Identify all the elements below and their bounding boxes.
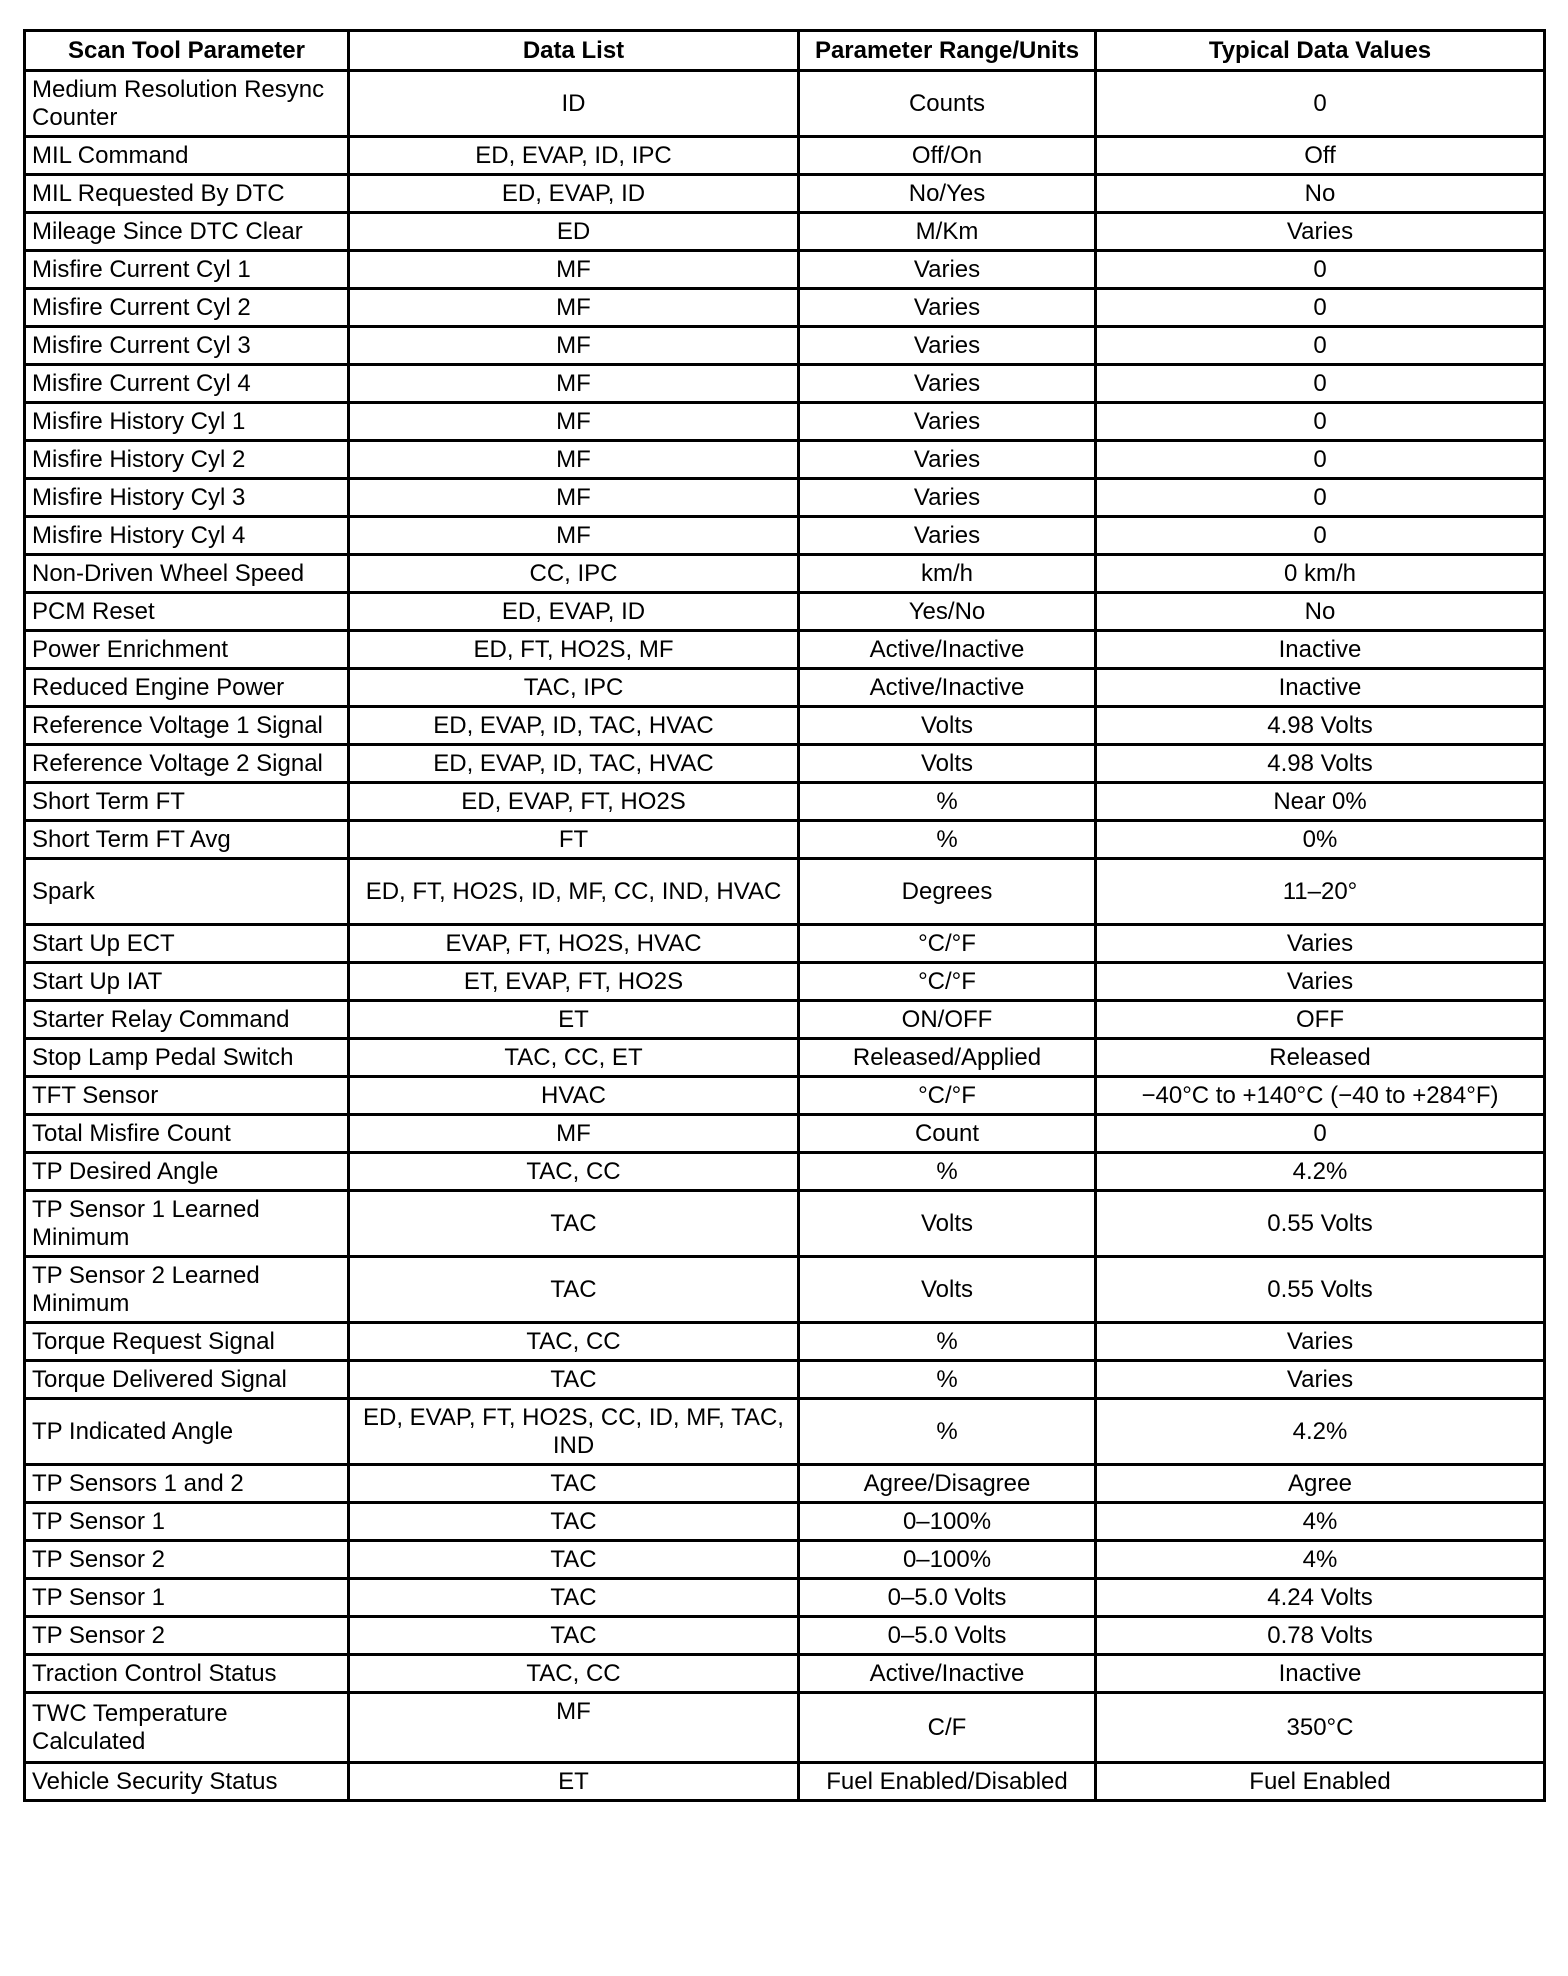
- cell-scan-tool-parameter: Misfire Current Cyl 1: [25, 251, 349, 289]
- cell-data-list: TAC: [349, 1541, 799, 1579]
- cell-data-list: ED, EVAP, FT, HO2S: [349, 783, 799, 821]
- cell-data-list: MF: [349, 365, 799, 403]
- cell-data-list: FT: [349, 821, 799, 859]
- table-row: [25, 707, 1545, 745]
- table-row: [25, 213, 1545, 251]
- cell-data-list: ED, FT, HO2S, ID, MF, CC, IND, HVAC: [349, 859, 799, 925]
- cell-data-list: CC, IPC: [349, 555, 799, 593]
- cell-typical-value: Varies: [1096, 963, 1545, 1001]
- cell-scan-tool-parameter: Medium Resolution Resync Counter: [25, 71, 349, 137]
- table-row: [25, 783, 1545, 821]
- cell-typical-value: 4.2%: [1096, 1399, 1545, 1465]
- cell-parameter-range: M/Km: [799, 213, 1096, 251]
- table-row: [25, 821, 1545, 859]
- cell-parameter-range: %: [799, 1399, 1096, 1465]
- table-row: [25, 859, 1545, 925]
- cell-typical-value: OFF: [1096, 1001, 1545, 1039]
- table-row: [25, 289, 1545, 327]
- cell-typical-value: 0: [1096, 403, 1545, 441]
- table-row: [25, 327, 1545, 365]
- cell-parameter-range: %: [799, 1361, 1096, 1399]
- table-row: [25, 1655, 1545, 1693]
- cell-data-list: EVAP, FT, HO2S, HVAC: [349, 925, 799, 963]
- cell-typical-value: No: [1096, 593, 1545, 631]
- cell-typical-value: No: [1096, 175, 1545, 213]
- cell-parameter-range: Varies: [799, 289, 1096, 327]
- table-body: [25, 71, 1545, 1801]
- cell-typical-value: 4.98 Volts: [1096, 707, 1545, 745]
- cell-data-list: TAC: [349, 1579, 799, 1617]
- cell-data-list: ED, EVAP, ID, TAC, HVAC: [349, 745, 799, 783]
- table-row: [25, 175, 1545, 213]
- cell-data-list: ED: [349, 213, 799, 251]
- cell-scan-tool-parameter: Misfire Current Cyl 2: [25, 289, 349, 327]
- cell-typical-value: 0: [1096, 327, 1545, 365]
- cell-parameter-range: 0–100%: [799, 1541, 1096, 1579]
- cell-typical-value: Inactive: [1096, 1655, 1545, 1693]
- cell-typical-value: Fuel Enabled: [1096, 1763, 1545, 1801]
- cell-parameter-range: °C/°F: [799, 963, 1096, 1001]
- cell-parameter-range: Released/Applied: [799, 1039, 1096, 1077]
- cell-scan-tool-parameter: TP Sensor 2: [25, 1541, 349, 1579]
- cell-parameter-range: Agree/Disagree: [799, 1465, 1096, 1503]
- cell-data-list: TAC, CC: [349, 1323, 799, 1361]
- cell-scan-tool-parameter: Start Up ECT: [25, 925, 349, 963]
- cell-scan-tool-parameter: PCM Reset: [25, 593, 349, 631]
- cell-scan-tool-parameter: TP Sensors 1 and 2: [25, 1465, 349, 1503]
- cell-parameter-range: Degrees: [799, 859, 1096, 925]
- table-row: [25, 1465, 1545, 1503]
- cell-scan-tool-parameter: Reference Voltage 2 Signal: [25, 745, 349, 783]
- cell-scan-tool-parameter: Start Up IAT: [25, 963, 349, 1001]
- cell-typical-value: 0 km/h: [1096, 555, 1545, 593]
- cell-parameter-range: ON/OFF: [799, 1001, 1096, 1039]
- cell-parameter-range: Volts: [799, 745, 1096, 783]
- header-typical-data-values: Typical Data Values: [1096, 31, 1545, 71]
- cell-data-list: MF: [349, 251, 799, 289]
- cell-data-list: TAC: [349, 1617, 799, 1655]
- table-row: [25, 1763, 1545, 1801]
- cell-parameter-range: Count: [799, 1115, 1096, 1153]
- cell-parameter-range: Volts: [799, 1191, 1096, 1257]
- table-row: [25, 669, 1545, 707]
- cell-typical-value: Varies: [1096, 925, 1545, 963]
- cell-data-list: ID: [349, 71, 799, 137]
- cell-typical-value: 0: [1096, 251, 1545, 289]
- table-row: [25, 1617, 1545, 1655]
- cell-data-list: MF: [349, 441, 799, 479]
- header-scan-tool-parameter: Scan Tool Parameter: [25, 31, 349, 71]
- cell-scan-tool-parameter: TP Desired Angle: [25, 1153, 349, 1191]
- cell-scan-tool-parameter: TFT Sensor: [25, 1077, 349, 1115]
- cell-scan-tool-parameter: Short Term FT: [25, 783, 349, 821]
- cell-data-list: ET, EVAP, FT, HO2S: [349, 963, 799, 1001]
- cell-typical-value: Varies: [1096, 213, 1545, 251]
- cell-typical-value: Agree: [1096, 1465, 1545, 1503]
- table-row: [25, 925, 1545, 963]
- table-row: [25, 1503, 1545, 1541]
- cell-typical-value: Released: [1096, 1039, 1545, 1077]
- cell-typical-value: 0: [1096, 441, 1545, 479]
- cell-data-list: ED, EVAP, ID, IPC: [349, 137, 799, 175]
- cell-typical-value: 0: [1096, 289, 1545, 327]
- cell-scan-tool-parameter: Stop Lamp Pedal Switch: [25, 1039, 349, 1077]
- cell-data-list: MF: [349, 1115, 799, 1153]
- cell-typical-value: 4%: [1096, 1503, 1545, 1541]
- cell-data-list: TAC: [349, 1361, 799, 1399]
- cell-typical-value: Inactive: [1096, 631, 1545, 669]
- cell-data-list: ED, EVAP, ID, TAC, HVAC: [349, 707, 799, 745]
- header-row: [25, 31, 1545, 71]
- cell-typical-value: −40°C to +140°C (−40 to +284°F): [1096, 1077, 1545, 1115]
- table-row: [25, 1323, 1545, 1361]
- cell-scan-tool-parameter: TP Sensor 2: [25, 1617, 349, 1655]
- cell-parameter-range: Volts: [799, 707, 1096, 745]
- cell-typical-value: 0: [1096, 517, 1545, 555]
- data-table-container: [23, 29, 1543, 1802]
- cell-typical-value: Near 0%: [1096, 783, 1545, 821]
- header-parameter-range-units: Parameter Range/Units: [799, 31, 1096, 71]
- cell-parameter-range: Active/Inactive: [799, 669, 1096, 707]
- cell-parameter-range: Active/Inactive: [799, 631, 1096, 669]
- cell-parameter-range: 0–5.0 Volts: [799, 1617, 1096, 1655]
- cell-scan-tool-parameter: TP Sensor 1 Learned Minimum: [25, 1191, 349, 1257]
- cell-typical-value: 11–20°: [1096, 859, 1545, 925]
- cell-scan-tool-parameter: Misfire Current Cyl 4: [25, 365, 349, 403]
- table-row: [25, 479, 1545, 517]
- table-row: [25, 1153, 1545, 1191]
- table-row: [25, 963, 1545, 1001]
- cell-parameter-range: Off/On: [799, 137, 1096, 175]
- table-row: [25, 1001, 1545, 1039]
- cell-parameter-range: km/h: [799, 555, 1096, 593]
- cell-parameter-range: Counts: [799, 71, 1096, 137]
- cell-parameter-range: Volts: [799, 1257, 1096, 1323]
- cell-typical-value: Varies: [1096, 1361, 1545, 1399]
- cell-scan-tool-parameter: TP Sensor 1: [25, 1579, 349, 1617]
- cell-parameter-range: 0–5.0 Volts: [799, 1579, 1096, 1617]
- table-row: [25, 631, 1545, 669]
- table-row: [25, 1361, 1545, 1399]
- cell-scan-tool-parameter: MIL Requested By DTC: [25, 175, 349, 213]
- cell-scan-tool-parameter: Non-Driven Wheel Speed: [25, 555, 349, 593]
- table-row: [25, 593, 1545, 631]
- cell-typical-value: 4.24 Volts: [1096, 1579, 1545, 1617]
- cell-data-list: TAC, CC, ET: [349, 1039, 799, 1077]
- cell-data-list: ET: [349, 1763, 799, 1801]
- cell-typical-value: 0: [1096, 479, 1545, 517]
- cell-parameter-range: 0–100%: [799, 1503, 1096, 1541]
- cell-parameter-range: Varies: [799, 327, 1096, 365]
- cell-typical-value: 0: [1096, 1115, 1545, 1153]
- cell-scan-tool-parameter: Torque Delivered Signal: [25, 1361, 349, 1399]
- cell-parameter-range: Varies: [799, 403, 1096, 441]
- cell-scan-tool-parameter: Mileage Since DTC Clear: [25, 213, 349, 251]
- cell-scan-tool-parameter: Misfire History Cyl 1: [25, 403, 349, 441]
- table-row: [25, 1115, 1545, 1153]
- cell-parameter-range: °C/°F: [799, 1077, 1096, 1115]
- cell-typical-value: 0%: [1096, 821, 1545, 859]
- cell-typical-value: Varies: [1096, 1323, 1545, 1361]
- cell-parameter-range: Varies: [799, 517, 1096, 555]
- cell-scan-tool-parameter: Reference Voltage 1 Signal: [25, 707, 349, 745]
- cell-data-list: TAC: [349, 1465, 799, 1503]
- cell-parameter-range: Varies: [799, 251, 1096, 289]
- table-row: [25, 1077, 1545, 1115]
- cell-data-list: TAC, IPC: [349, 669, 799, 707]
- cell-parameter-range: °C/°F: [799, 925, 1096, 963]
- cell-scan-tool-parameter: Vehicle Security Status: [25, 1763, 349, 1801]
- cell-parameter-range: %: [799, 783, 1096, 821]
- cell-scan-tool-parameter: Short Term FT Avg: [25, 821, 349, 859]
- table-row: [25, 441, 1545, 479]
- table-row: [25, 1541, 1545, 1579]
- cell-scan-tool-parameter: Reduced Engine Power: [25, 669, 349, 707]
- cell-typical-value: 0: [1096, 71, 1545, 137]
- cell-data-list: TAC, CC: [349, 1655, 799, 1693]
- cell-typical-value: 4%: [1096, 1541, 1545, 1579]
- cell-data-list: MF: [349, 403, 799, 441]
- table-row: [25, 1039, 1545, 1077]
- cell-typical-value: 350°C: [1096, 1693, 1545, 1763]
- cell-data-list: MF: [349, 1693, 799, 1763]
- cell-data-list: ED, FT, HO2S, MF: [349, 631, 799, 669]
- cell-scan-tool-parameter: Torque Request Signal: [25, 1323, 349, 1361]
- cell-scan-tool-parameter: Power Enrichment: [25, 631, 349, 669]
- cell-parameter-range: %: [799, 821, 1096, 859]
- table-row: [25, 403, 1545, 441]
- cell-data-list: TAC: [349, 1503, 799, 1541]
- cell-scan-tool-parameter: TWC Temperature Calculated: [25, 1693, 349, 1763]
- table-row: [25, 71, 1545, 137]
- cell-scan-tool-parameter: Misfire History Cyl 2: [25, 441, 349, 479]
- cell-scan-tool-parameter: Misfire History Cyl 4: [25, 517, 349, 555]
- table-row: [25, 1579, 1545, 1617]
- cell-data-list: TAC: [349, 1191, 799, 1257]
- cell-data-list: MF: [349, 289, 799, 327]
- cell-typical-value: Off: [1096, 137, 1545, 175]
- cell-scan-tool-parameter: Total Misfire Count: [25, 1115, 349, 1153]
- cell-parameter-range: %: [799, 1153, 1096, 1191]
- cell-parameter-range: %: [799, 1323, 1096, 1361]
- table-row: [25, 365, 1545, 403]
- cell-parameter-range: No/Yes: [799, 175, 1096, 213]
- table-row: [25, 1257, 1545, 1323]
- cell-typical-value: Inactive: [1096, 669, 1545, 707]
- cell-parameter-range: Varies: [799, 441, 1096, 479]
- cell-scan-tool-parameter: Misfire Current Cyl 3: [25, 327, 349, 365]
- cell-data-list: MF: [349, 327, 799, 365]
- cell-scan-tool-parameter: TP Sensor 2 Learned Minimum: [25, 1257, 349, 1323]
- cell-scan-tool-parameter: Starter Relay Command: [25, 1001, 349, 1039]
- cell-data-list: ED, EVAP, FT, HO2S, CC, ID, MF, TAC, IND: [349, 1399, 799, 1465]
- cell-data-list: TAC: [349, 1257, 799, 1323]
- table-row: [25, 1191, 1545, 1257]
- cell-parameter-range: Fuel Enabled/Disabled: [799, 1763, 1096, 1801]
- cell-data-list: ED, EVAP, ID: [349, 175, 799, 213]
- cell-data-list: HVAC: [349, 1077, 799, 1115]
- cell-data-list: MF: [349, 517, 799, 555]
- cell-scan-tool-parameter: Spark: [25, 859, 349, 925]
- cell-scan-tool-parameter: MIL Command: [25, 137, 349, 175]
- cell-data-list: ED, EVAP, ID: [349, 593, 799, 631]
- cell-parameter-range: Varies: [799, 365, 1096, 403]
- cell-scan-tool-parameter: TP Indicated Angle: [25, 1399, 349, 1465]
- cell-typical-value: 0.55 Volts: [1096, 1191, 1545, 1257]
- cell-parameter-range: Varies: [799, 479, 1096, 517]
- cell-scan-tool-parameter: Misfire History Cyl 3: [25, 479, 349, 517]
- scan-tool-data-table: [23, 29, 1546, 1802]
- table-row: [25, 517, 1545, 555]
- cell-typical-value: 0.55 Volts: [1096, 1257, 1545, 1323]
- cell-parameter-range: Yes/No: [799, 593, 1096, 631]
- table-row: [25, 251, 1545, 289]
- cell-typical-value: 0: [1096, 365, 1545, 403]
- table-row: [25, 137, 1545, 175]
- cell-typical-value: 0.78 Volts: [1096, 1617, 1545, 1655]
- table-row: [25, 1399, 1545, 1465]
- cell-parameter-range: C/F: [799, 1693, 1096, 1763]
- table-row: [25, 555, 1545, 593]
- table-row: [25, 745, 1545, 783]
- table-row: [25, 1693, 1545, 1763]
- cell-data-list: MF: [349, 479, 799, 517]
- cell-data-list: TAC, CC: [349, 1153, 799, 1191]
- cell-typical-value: 4.2%: [1096, 1153, 1545, 1191]
- cell-scan-tool-parameter: Traction Control Status: [25, 1655, 349, 1693]
- cell-scan-tool-parameter: TP Sensor 1: [25, 1503, 349, 1541]
- header-data-list: Data List: [349, 31, 799, 71]
- cell-parameter-range: Active/Inactive: [799, 1655, 1096, 1693]
- cell-typical-value: 4.98 Volts: [1096, 745, 1545, 783]
- cell-data-list: ET: [349, 1001, 799, 1039]
